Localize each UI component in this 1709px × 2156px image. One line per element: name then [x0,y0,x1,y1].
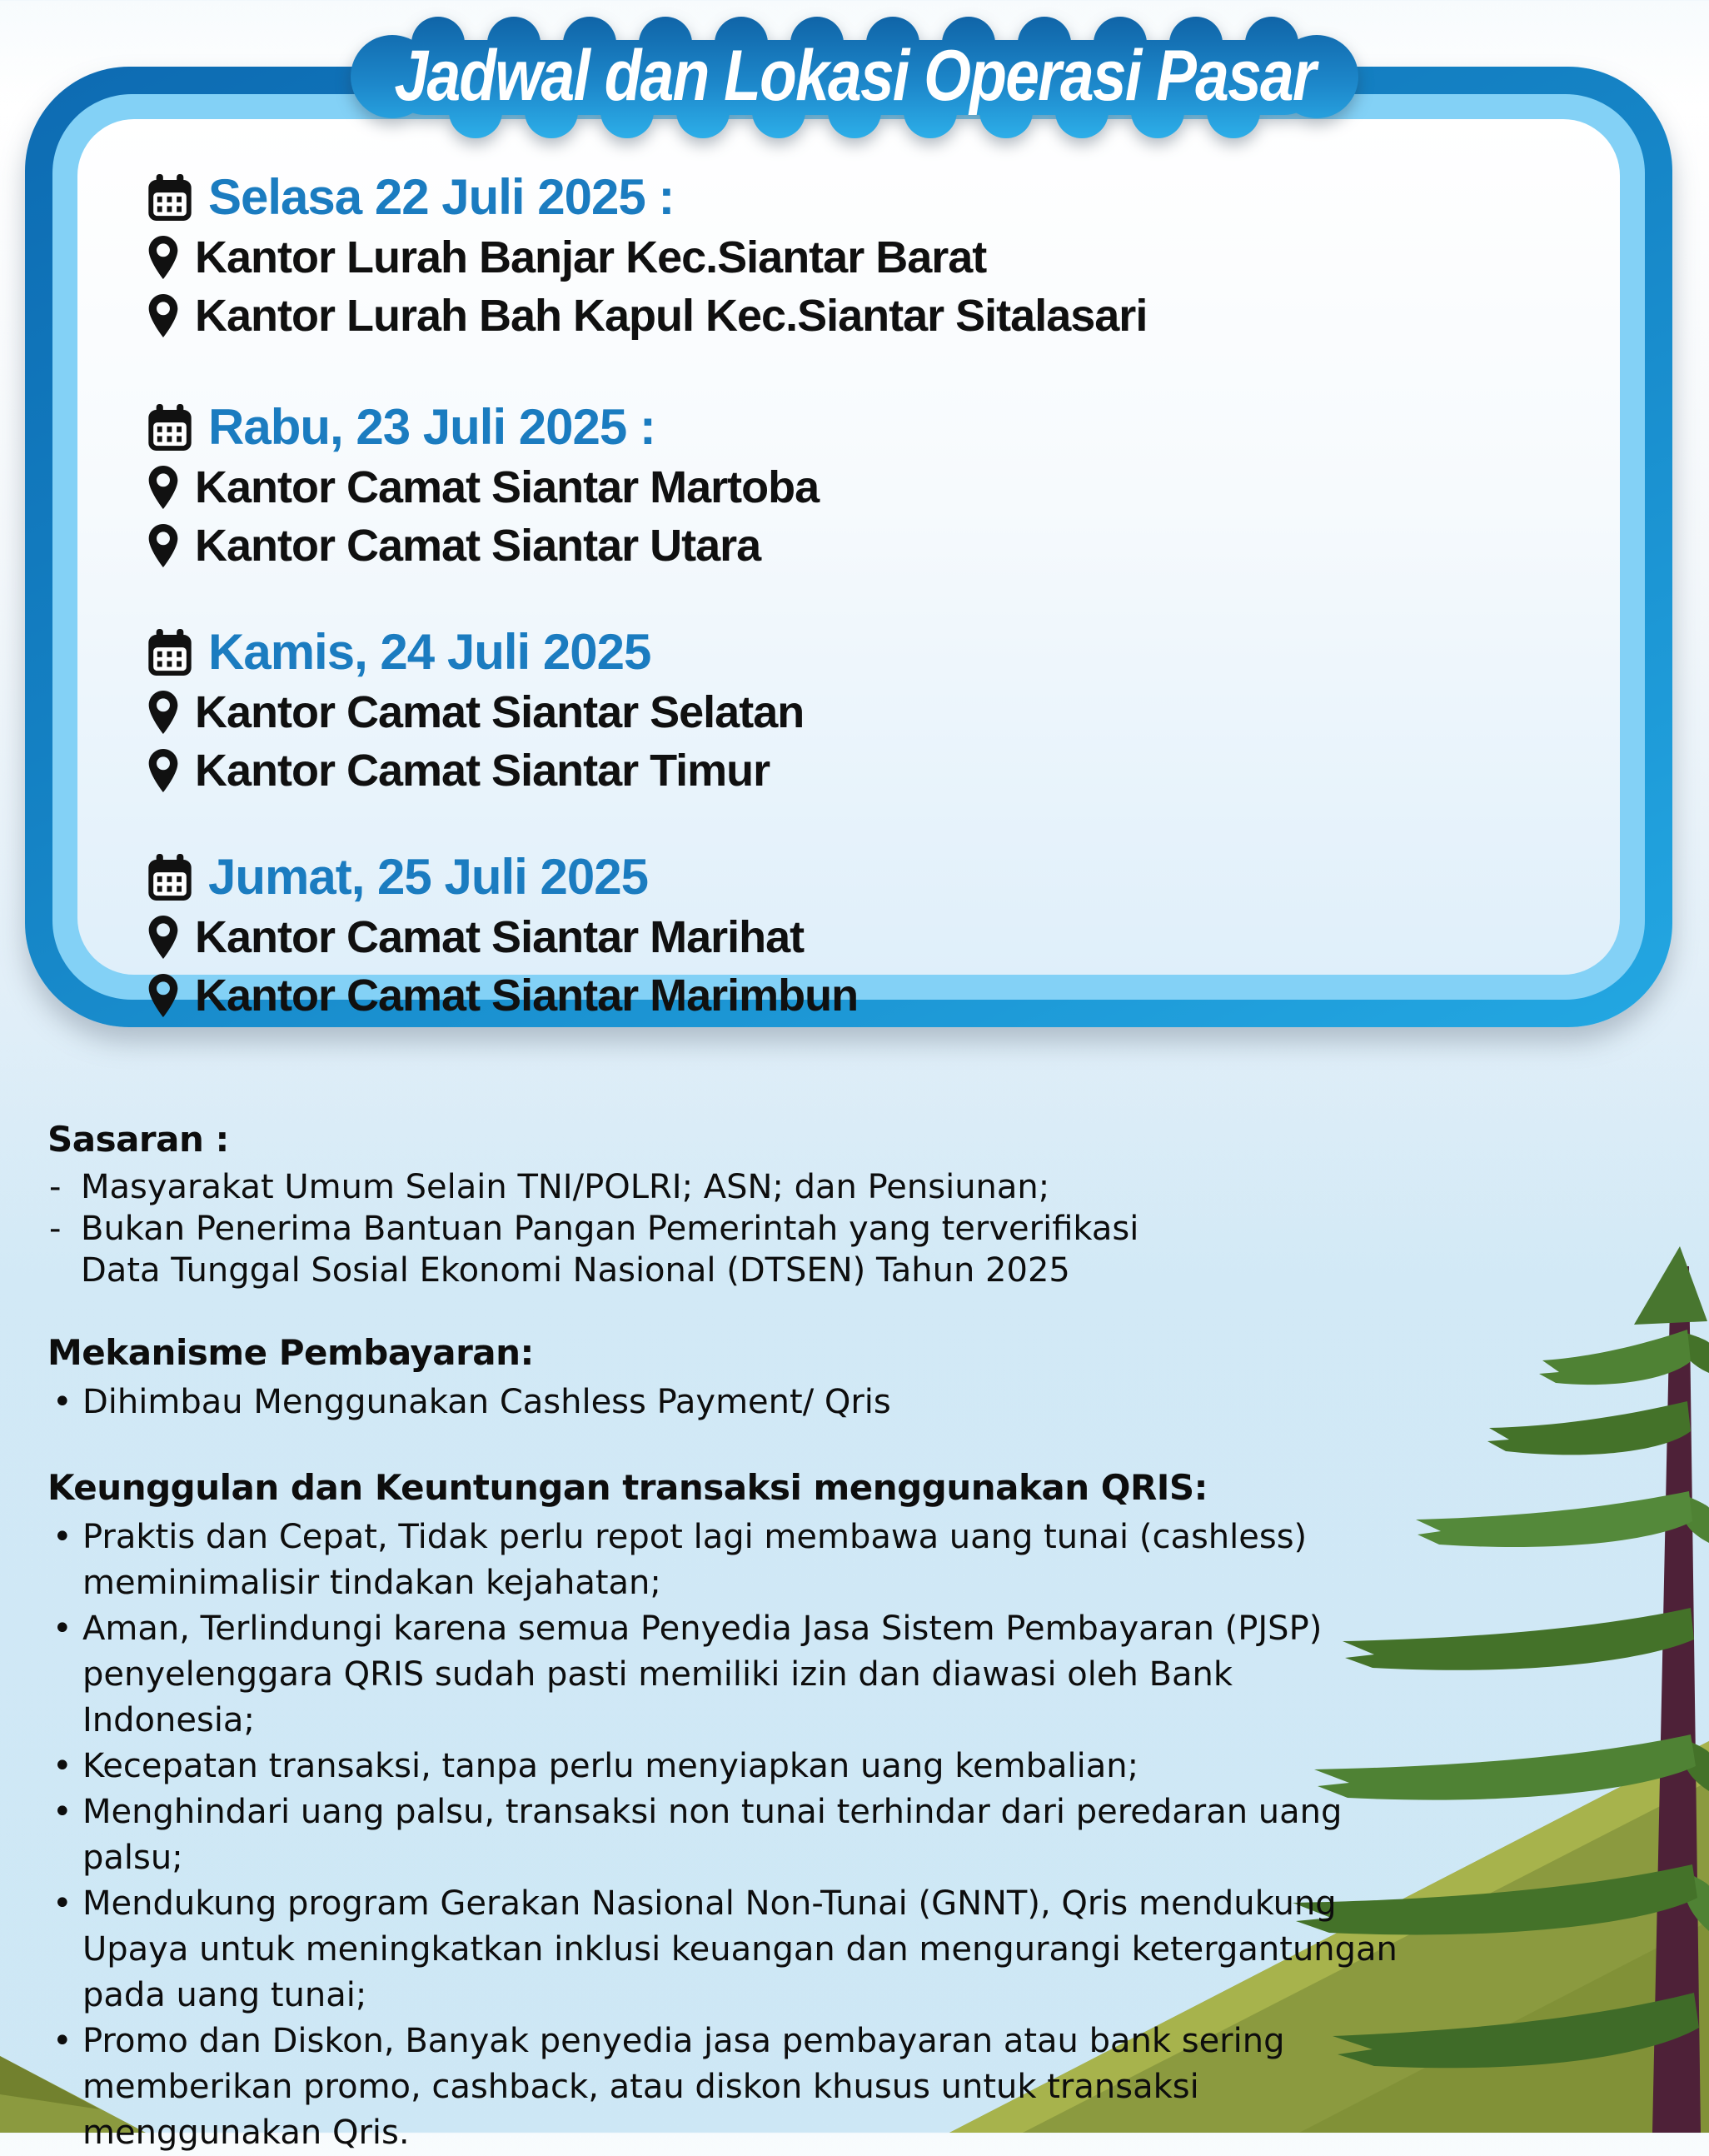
sasaran-heading: Sasaran : [47,1119,229,1160]
map-pin-icon [148,974,178,1017]
map-pin-icon [148,691,178,734]
schedule-location: Kantor Camat Siantar Marimbun [195,971,859,1021]
schedule-date: Rabu, 23 Juli 2025 : [208,399,655,455]
page-title: Jadwal dan Lokasi Operasi Pasar [394,36,1315,116]
mekanisme-section [47,1331,1413,1425]
calendar-icon [148,174,192,221]
keunggulan-section [47,1466,1413,2156]
map-pin-icon [148,916,178,959]
map-pin-icon [148,524,178,567]
sasaran-item: - Bukan Penerima Bantuan Pangan Pemerintah yang terverifikasi Data Tunggal Sosial Ekonomi Nasional (DTSEN) Tahun 2025 [47,1208,1155,1291]
map-pin-icon [148,466,178,509]
schedule-date: Kamis, 24 Juli 2025 [208,624,651,680]
keunggulan-item: • Mendukung program Gerakan Nasional Non-Tunai (GNNT), Qris mendukung Upaya untuk meningkatkan inklusi keuangan dan mengurangi ketergantungan pada uang tunai; [47,1881,1413,2019]
map-pin-icon [148,749,178,792]
schedule-location: Kantor Camat Siantar Selatan [195,687,805,737]
schedule-location: Kantor Camat Siantar Timur [195,746,770,796]
schedule-location: Kantor Camat Siantar Utara [195,521,761,571]
calendar-icon [148,404,192,451]
keunggulan-item: • Promo dan Diskon, Banyak penyedia jasa pembayaran atau bank sering memberikan promo, cashback, atau diskon khusus untuk transaksi menggunakan Qris. [47,2019,1413,2156]
keunggulan-item: • Menghindari uang palsu, transaksi non tunai terhindar dari peredaran uang palsu; [47,1789,1413,1881]
schedule-location: Kantor Lurah Banjar Kec.Siantar Barat [195,232,987,282]
title-banner [313,12,1396,145]
keunggulan-item: • Aman, Terlindungi karena semua Penyedia Jasa Sistem Pembayaran (PJSP) penyelenggara QRIS sudah pasti memiliki izin dan diawasi oleh Bank Indonesia; [47,1606,1413,1744]
schedule-location: Kantor Camat Siantar Martoba [195,462,820,512]
mekanisme-item: • Dihimbau Menggunakan Cashless Payment/ Qris [47,1380,1413,1425]
schedule-date: Jumat, 25 Juli 2025 [208,849,648,905]
sasaran-item: - Masyarakat Umum Selain TNI/POLRI; ASN; dan Pensiunan; [47,1166,1413,1208]
map-pin-icon [148,236,178,279]
keunggulan-item: • Praktis dan Cepat, Tidak perlu repot lagi membawa uang tunai (cashless) meminimalisir tindakan kejahatan; [47,1515,1413,1606]
keunggulan-item: • Kecepatan transaksi, tanpa perlu menyiapkan uang kembalian; [47,1744,1413,1789]
keunggulan-heading: Keunggulan dan Keuntungan transaksi menggunakan QRIS: [47,1467,1208,1508]
sasaran-section [47,1118,1413,1291]
schedule-location: Kantor Camat Siantar Marihat [195,912,805,962]
calendar-icon [148,854,192,901]
map-pin-icon [148,294,178,337]
calendar-icon [148,629,192,676]
schedule-location: Kantor Lurah Bah Kapul Kec.Siantar Sitalasari [195,291,1148,341]
mekanisme-heading: Mekanisme Pembayaran: [47,1332,534,1373]
schedule-date: Selasa 22 Juli 2025 : [208,169,675,225]
